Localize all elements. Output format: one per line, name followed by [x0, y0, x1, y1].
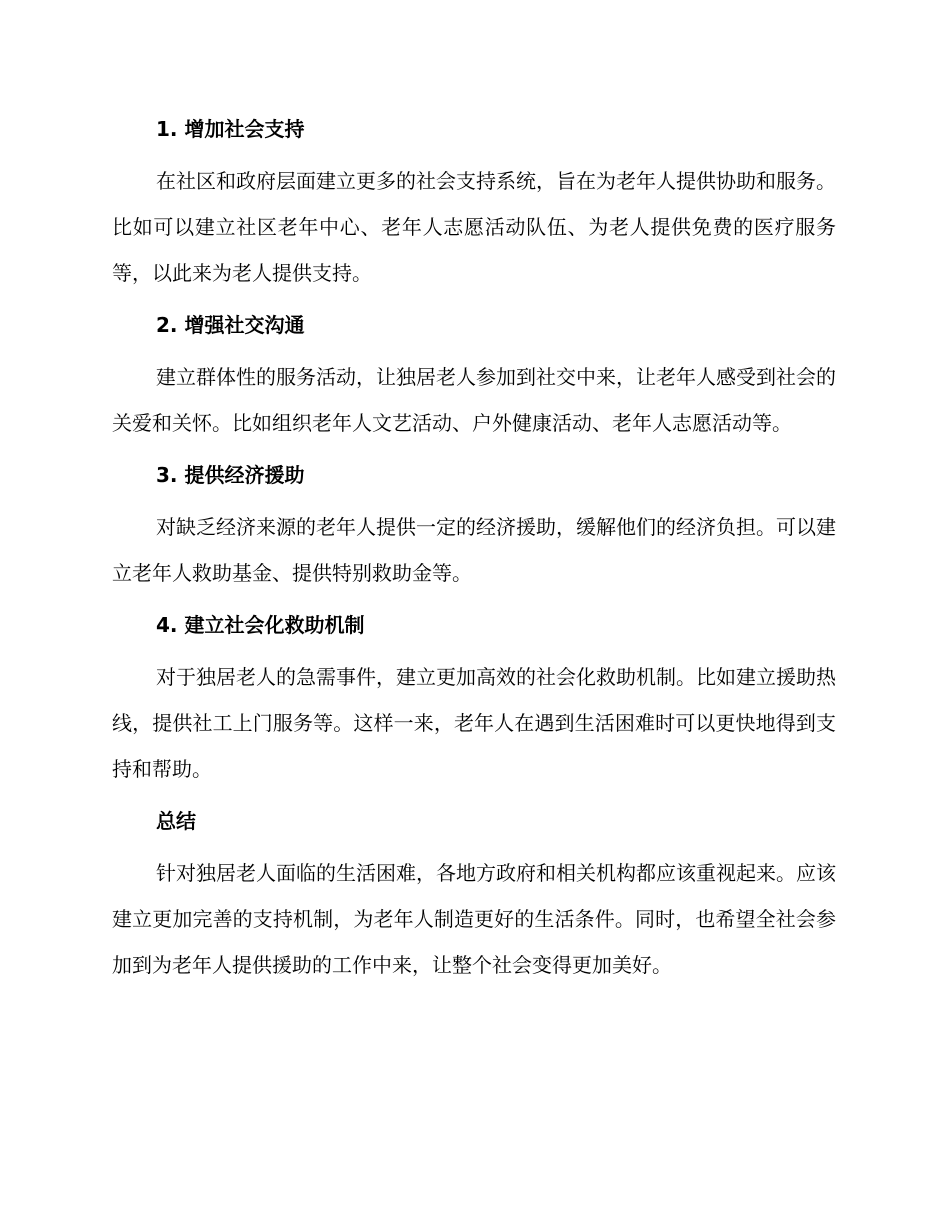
section-economic-assistance: [112, 458, 836, 596]
section-paragraph: 建立群体性的服务活动，让独居老人参加到社交中来，让老年人感受到社会的关爱和关怀。比如组织老年人文艺活动、户外健康活动、老年人志愿活动等。: [112, 365, 836, 435]
section-heading: 4. 建立社会化救助机制: [156, 613, 365, 637]
section-paragraph: 在社区和政府层面建立更多的社会支持系统，旨在为老年人提供协助和服务。比如可以建立社区老年中心、老年人志愿活动队伍、为老人提供免费的医疗服务等，以此来为老人提供支持。: [112, 169, 836, 285]
section-heading: 3. 提供经济援助: [156, 463, 305, 487]
section-enhance-social-communication: [112, 308, 836, 446]
section-heading: 1. 增加社会支持: [156, 117, 305, 141]
section-heading: 2. 增强社交沟通: [156, 313, 305, 337]
section-social-rescue-mechanism: [112, 608, 836, 792]
document-body: [112, 112, 836, 1000]
section-paragraph: 对于独居老人的急需事件，建立更加高效的社会化救助机制。比如建立援助热线，提供社工上门服务等。这样一来，老年人在遇到生活困难时可以更快地得到支持和帮助。: [112, 665, 836, 781]
section-summary: [112, 804, 836, 988]
section-paragraph: 对缺乏经济来源的老年人提供一定的经济援助，缓解他们的经济负担。可以建立老年人救助基金、提供特别救助金等。: [112, 515, 836, 585]
section-paragraph: 针对独居老人面临的生活困难，各地方政府和相关机构都应该重视起来。应该建立更加完善的支持机制，为老年人制造更好的生活条件。同时，也希望全社会参加到为老年人提供援助的工作中来，让整个社会变得更加美好。: [112, 861, 836, 977]
section-heading: 总结: [156, 809, 196, 833]
section-increase-social-support: [112, 112, 836, 296]
